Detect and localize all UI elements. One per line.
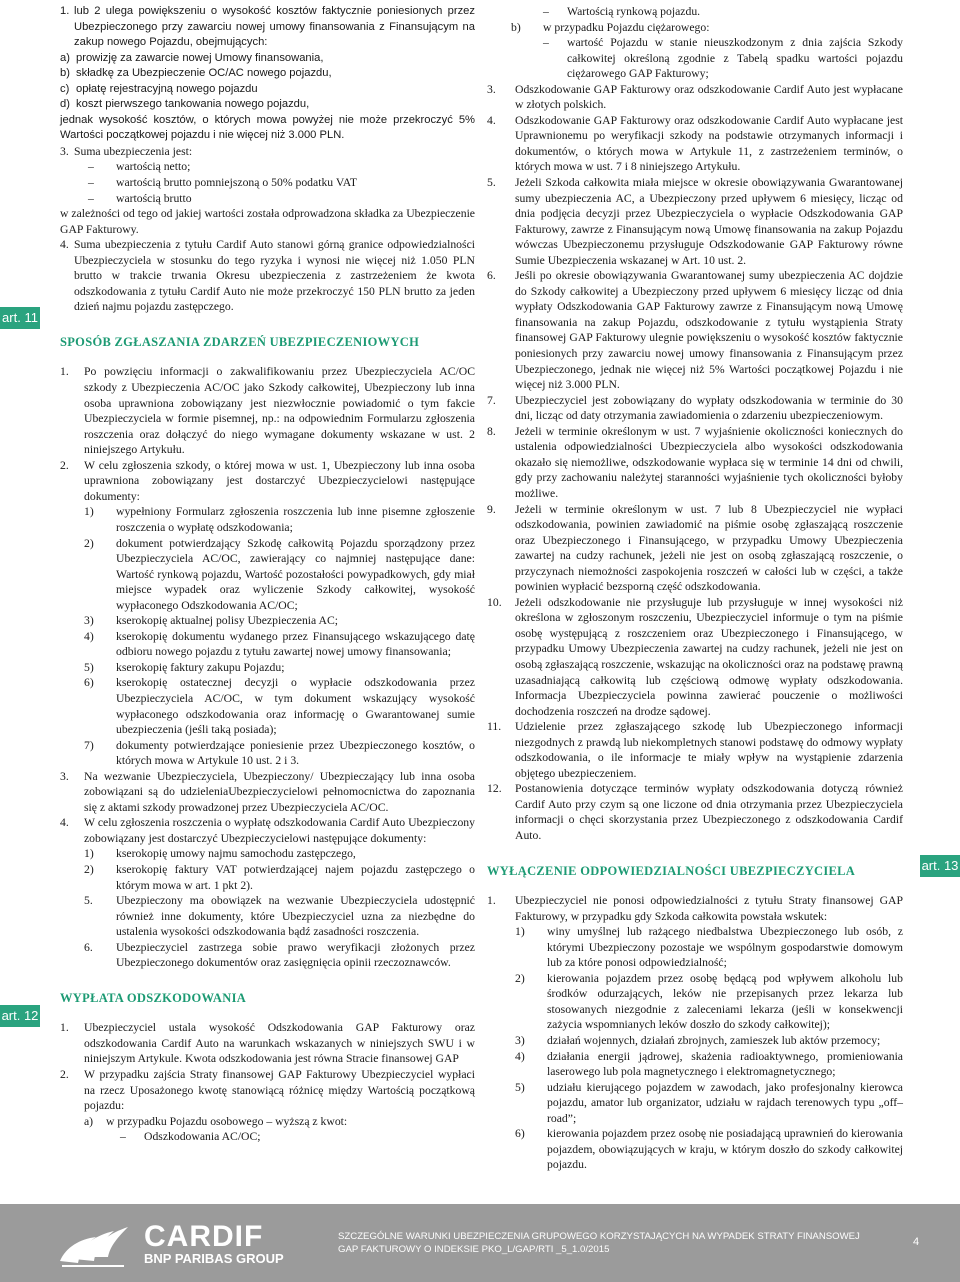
article-11-label: art. 11 bbox=[0, 307, 40, 329]
list-item-text: Postanowienia dotyczące terminów wypłaty odszkodowania dotyczą również Cardif Auto przy czym są one liczone od dnia otrzymania przez Ubezpieczyciela informacji o chęci skorzystania przez Ubezpieczonego z odszkodowania Cardif Auto. bbox=[515, 782, 903, 842]
list-item-text: działań wojennych, działań zbrojnych, zamieszek lub aktów przemocy; bbox=[547, 1034, 881, 1047]
list-item bbox=[60, 364, 475, 457]
list-item-text: dokument potwierdzający Szkodę całkowitą Pojazdu sporządzony przez Ubezpieczyciela AC/OC, zawierający co najmniej następujące dane: Wartość rynkową pojazdu, Wartość pozostałości powypadkowych, gdy miał miejsce wypadek oraz wyliczenie Szkody całkowitej, wysokość wypłaconego Odszkodowania AC/OC; bbox=[116, 536, 475, 612]
list-item-text: kierowania pojazdem przez osobę będącą pod wpływem alkoholu lub środków odurzających, leków nie przepisanych przez lekarza lub stosowanych niezgodnie z zaleceniami lekarza (jeśli w konsekwencji zażycia wspomnianych leków doszło do szkody całkowitej); bbox=[547, 971, 903, 1032]
list-item bbox=[60, 1020, 475, 1067]
list-item-text: Ubezpieczyciel nie ponosi odpowiedzialności z tytułu Straty finansowej GAP Fakturowy, w przypadku gdy Szkoda całkowita powstała wskutek: bbox=[515, 894, 903, 923]
list-item-text: winy umyślnej lub rażącego niedbalstwa Ubezpieczonego lub osób, z którymi Ubezpieczony pozostaje we wspólnym gospodarstwie domowym lub za które ponosi odpowiedzialność; bbox=[547, 925, 903, 970]
list-item-text: kserokopię aktualnej polisy Ubezpieczenia AC; bbox=[116, 614, 338, 628]
list-item-text: koszt pierwszego tankowania nowego pojazdu, bbox=[76, 98, 310, 111]
list-marker: 5) bbox=[515, 1080, 525, 1094]
list-marker: 3. bbox=[60, 769, 69, 783]
paragraph: jednak wysokość kosztów, o których mowa powyżej nie może przekroczyć 5% Wartości początkowej pojazdu i nie więcej niż 3.000 PLN. bbox=[60, 113, 475, 142]
list-marker: 1. bbox=[60, 1021, 69, 1035]
list-item-text: działania energii jądrowej, skażenia radioaktywnego, promieniowania laserowego lub pola magnetycznego i elektromagnetycznego; bbox=[547, 1049, 903, 1079]
list-item-text: Odszkodowanie GAP Fakturowy oraz odszkodowanie Cardif Auto wypłacane jest Uprawnionemu po weryfikacji szkody na podstawie otrzymanych informacji i dokumentów, o których mowa w Artykule 11, z zastrzeżeniem terminów, o których mowa w ust. 7 i 8 niniejszego Artykułu. bbox=[515, 113, 903, 174]
article-12-label: art. 12 bbox=[0, 1005, 40, 1027]
list-item bbox=[60, 458, 475, 505]
article-13-label: art. 13 bbox=[920, 855, 960, 877]
list-item-text: Odszkodowania AC/OC; bbox=[144, 1130, 261, 1144]
list-item bbox=[60, 536, 475, 614]
list-item-text: udziału kierującego pojazdem w zawodach, jako profesjonalny kierowca pojazdu, amator lub organizator, udziału w rajdach terenowych typu „off–road”; bbox=[547, 1080, 903, 1125]
section-heading: SPOSÓB ZGŁASZANIA ZDARZEŃ UBEZPIECZENIOWYCH bbox=[60, 334, 420, 349]
list-item bbox=[60, 846, 475, 862]
list-item bbox=[60, 191, 475, 207]
list-item bbox=[60, 613, 475, 629]
list-item-text: kserokopię dokumentu wydanego przez Finansującego wskazującego datę odbioru nowego pojazdu z tytułu zawartej nowej umowy finansowania; bbox=[116, 629, 475, 659]
list-item bbox=[60, 504, 475, 535]
list-item bbox=[60, 660, 475, 676]
list-marker: d) bbox=[60, 98, 70, 111]
footer-line-2: GAP FAKTUROWY O INDEKSIE PKO_L/GAP/RTI _5_1.0/2015 bbox=[338, 1244, 610, 1255]
list-item bbox=[487, 719, 903, 781]
list-marker: a) bbox=[84, 1114, 94, 1128]
list-item-text: w przypadku Pojazdu ciężarowego: bbox=[543, 20, 710, 34]
paragraph: w zależności od tego od jakiej wartości została odprowadzona składka za Ubezpieczenie GAP Fakturowy. bbox=[60, 207, 475, 236]
list-marker: 1) bbox=[84, 847, 94, 861]
cardif-logo bbox=[52, 1211, 302, 1273]
list-item-text: W przypadku zajścia Straty finansowej GAP Fakturowy Ubezpieczyciel wypłaci na rzecz Uposażonego kwotę stanowiącą różnicę między Wartością początkową pojazdu: bbox=[84, 1068, 475, 1113]
list-item-text: Jeżeli w terminie określonym w ust. 7 lub 8 Ubezpieczyciel nie wypłaci odszkodowania, powinien zawiadomić na piśmie osobę zgłaszającą roszczenie oraz Ubezpieczonego i Finansującego, w przypadku Umowy Ubezpieczenia zawartej na cudzy rachunek, jeżeli nie jest on osobą zgłaszającą roszczenie, o przyczynach niemożności zaspokojenia roszczeń w całości lub w części, a także powinien wypłacić bezsporną część odszkodowania. bbox=[515, 502, 903, 594]
list-item-text: Ubezpieczony ma obowiązek na wezwanie Ubezpieczyciela udostępnić również inne dokumenty, które Ubezpieczyciel uzna za niezbędne do ustalenia wysokości odszkodowania bądź zasadności roszczenia. bbox=[116, 894, 475, 939]
list-item-text: Ubezpieczyciel ustala wysokość Odszkodowania GAP Fakturowy oraz odszkodowania Cardif Auto na warunkach wskazanych w niniejszych SWU i w niniejszym Artykule. Kwota odszkodowania jest równa Stracie finansowej GAP bbox=[84, 1021, 475, 1066]
list-item bbox=[487, 268, 903, 392]
list-item bbox=[60, 738, 475, 769]
list-item bbox=[487, 393, 903, 424]
list-item bbox=[487, 20, 903, 36]
list-item-text: Wartością rynkową pojazdu. bbox=[567, 5, 701, 18]
list-marker: 11. bbox=[487, 720, 502, 734]
list-marker: 6) bbox=[84, 676, 94, 690]
list-item bbox=[60, 237, 475, 315]
list-item bbox=[60, 769, 475, 816]
list-marker: 3) bbox=[515, 1034, 525, 1047]
logo-name: CARDIF bbox=[144, 1220, 264, 1253]
list-item-text: Suma ubezpieczenia z tytułu Cardif Auto stanowi górną granice odpowiedzialności Ubezpieczyciela w stosunku do tego ryzyka i wynosi nie więcej niż 1.050 PLN brutto w trakcie trwania Okresu ubezpieczenia z zastrzeżeniem że kwota odszkodowania z tytułu Cardif Auto nie może przekroczyć 150 PLN brutto za jeden dzień najmu pojazdu zastępczego. bbox=[74, 238, 475, 314]
list-item bbox=[60, 1129, 475, 1145]
list-item bbox=[60, 1114, 475, 1130]
list-item bbox=[487, 502, 903, 595]
list-marker: – bbox=[120, 1130, 126, 1144]
list-item bbox=[60, 675, 475, 737]
list-item bbox=[487, 971, 903, 1033]
right-column bbox=[487, 4, 903, 1173]
list-marker: – bbox=[88, 191, 94, 205]
list-item bbox=[60, 629, 475, 660]
list-item bbox=[487, 424, 903, 502]
footer-text bbox=[338, 1230, 860, 1256]
list-marker: – bbox=[543, 5, 549, 18]
list-item-text: składkę za Ubezpieczenie OC/AC nowego pojazdu, bbox=[76, 67, 332, 80]
list-item bbox=[487, 595, 903, 719]
list-marker: 7. bbox=[487, 393, 496, 407]
list-marker: 1. bbox=[487, 894, 496, 908]
list-item bbox=[487, 1126, 903, 1173]
list-item-text: wartością brutto pomniejszoną o 50% podatku VAT bbox=[116, 176, 358, 190]
list-marker: 12. bbox=[487, 782, 502, 796]
list-item bbox=[487, 924, 903, 971]
list-item bbox=[487, 4, 903, 20]
list-item-text: Jeżeli odszkodowanie nie przysługuje lub przysługuje w innej wysokości niż określona w zgłoszonym roszczeniu, Ubezpieczyciel informuje o tym na piśmie osobę występującą z roszczeniem oraz Ubezpieczonego i Finansującego, w przypadku Umowy Ubezpieczenia zawartej na cudzy rachunek, jeżeli nie jest on osobą zgłaszającą roszczenie, wskazując na okoliczności oraz na podstawę prawną uzasadniającą całkowitą lub częściową odmowę wypłaty odszkodowania. Informacja Ubezpieczyciela powinna zawierać pouczenie o możliwości dochodzenia roszczeń na drodze sądowej. bbox=[515, 595, 903, 718]
list-marker: 5) bbox=[84, 660, 94, 674]
list-item-text: wypełniony Formularz zgłoszenia roszczenia lub inne pisemne zgłoszenie roszczenia o wypłatę odszkodowania; bbox=[116, 505, 475, 534]
list-item-text: wartością netto; bbox=[116, 160, 191, 174]
list-marker: 7) bbox=[84, 738, 94, 752]
list-item bbox=[60, 51, 475, 67]
list-marker: b) bbox=[60, 67, 70, 80]
list-marker: 9. bbox=[487, 502, 496, 516]
logo-group: BNP PARIBAS GROUP bbox=[144, 1251, 284, 1266]
list-marker: – bbox=[543, 36, 549, 50]
list-item bbox=[60, 66, 475, 82]
list-item bbox=[487, 781, 903, 843]
left-column bbox=[60, 4, 475, 1145]
list-item-text: dokumenty potwierdzające poniesienie przez Ubezpieczonego kosztów, o których mowa w Artykule 10 ust. 2 i 3. bbox=[116, 738, 475, 768]
list-item-text: W celu zgłoszenia szkody, o której mowa w ust. 1, Ubezpieczony lub inna osoba uprawniona zobowiązany jest dostarczyć Ubezpieczycielowi następujące dokumenty: bbox=[84, 458, 475, 503]
list-item-text: kserokopię ostatecznej decyzji o wypłacie odszkodowania przez Ubezpieczyciela AC/OC, w tym dokument wskazujący wysokość wypłaconego odszkodowania oraz informację o Gwarantowanej sumie ubezpieczenia (jeśli taką posiada); bbox=[116, 676, 475, 737]
list-item bbox=[487, 35, 903, 82]
list-marker: – bbox=[88, 176, 94, 190]
bird-icon bbox=[60, 1227, 128, 1267]
list-item bbox=[60, 862, 475, 893]
list-item-text: kserokopię faktury VAT potwierdzającej najem pojazdu zastępczego o którym mowa w art. 1 pkt 2). bbox=[116, 862, 475, 892]
list-marker: 10. bbox=[487, 595, 502, 609]
list-marker: – bbox=[88, 160, 94, 174]
footer-line-1: SZCZEGÓLNE WARUNKI UBEZPIECZENIA GRUPOWEGO KORZYSTAJĄCYCH NA WYPADEK STRATY FINANSOWEJ bbox=[338, 1231, 860, 1242]
list-marker: a) bbox=[60, 51, 70, 64]
list-item bbox=[60, 175, 475, 191]
list-marker: 1) bbox=[84, 505, 94, 519]
list-item bbox=[60, 97, 475, 113]
list-item bbox=[487, 82, 903, 113]
list-item-text: Po powzięciu informacji o zakwalifikowaniu przez Ubezpieczyciela AC/OC szkody z Ubezpieczenia AC/OC jako Szkody całkowitej, Ubezpieczony lub inna osoba uprawniona zobowiązany jest niezwłocznie powiadomić o tym fakcie Ubezpieczyciela w formie pisemnej, np.: na odpowiednim Formularzu zgłoszenia roszczenia oraz dołączyć do niego wymagane dokumenty wskazane w ust. 2 niniejszego Artykułu. bbox=[84, 365, 475, 457]
list-marker: b) bbox=[511, 20, 521, 34]
list-item bbox=[487, 1033, 903, 1049]
list-item-text: Jeżeli Szkoda całkowita miała miejsce w okresie obowiązywania Gwarantowanej sumy ubezpieczenia AC, a Ubezpieczony przed upływem 6 miesięcy, licząc od dnia podjęcia decyzji przez Ubezpieczyciela o wypłacie Odszkodowania GAP Fakturowy, zawrze z Finansującym nową Umowę finansowania na zakup Pojazdu wówczas Ubezpieczonemu przysługuje Odszkodowanie GAP Fakturowy równe Sumie Ubezpieczenia wskazanej w Art. 10 ust. 2. bbox=[515, 176, 903, 267]
list-item bbox=[60, 159, 475, 175]
list-item-text: Na wezwanie Ubezpieczyciela, Ubezpieczony/ Ubezpieczający lub inna osoba zobowiązani są do udzieleniaUbezpieczycielowi pełnomocnictwa do zapoznania się z aktami szkody prowadzonej przez Ubezpieczyciela AC/OC. bbox=[84, 769, 475, 814]
list-marker: 4. bbox=[487, 113, 496, 127]
list-item bbox=[487, 893, 903, 924]
list-marker: 5. bbox=[487, 176, 496, 190]
list-item bbox=[60, 82, 475, 98]
page-number: 4 bbox=[913, 1236, 920, 1248]
list-item bbox=[487, 175, 903, 268]
list-item bbox=[487, 1049, 903, 1080]
list-item-text: wartość Pojazdu w stanie nieuszkodzonym z dnia zajścia Szkody całkowitej określoną zgodnie z Tabelą spadku wartości pojazdu ciężarowego GAP Fakturowy; bbox=[567, 36, 903, 81]
list-item bbox=[60, 144, 475, 160]
list-item-text: Ubezpieczyciel zastrzega sobie prawo weryfikacji złożonych przez Ubezpieczonego dokumentów oraz zasięgnięcia opinii rzeczoznawców. bbox=[116, 940, 475, 970]
list-marker: 3. bbox=[60, 144, 69, 158]
list-item bbox=[60, 4, 475, 51]
list-marker: 6) bbox=[515, 1127, 525, 1141]
list-marker: 3) bbox=[84, 614, 94, 628]
list-marker: 4) bbox=[84, 629, 94, 643]
list-item bbox=[60, 1067, 475, 1114]
list-marker: 2. bbox=[60, 458, 69, 472]
list-marker: 8. bbox=[487, 424, 496, 438]
list-item-text: wartością brutto bbox=[116, 191, 192, 205]
list-item bbox=[487, 113, 903, 175]
list-item-text: kserokopię faktury zakupu Pojazdu; bbox=[116, 660, 285, 674]
list-marker: 4) bbox=[515, 1049, 525, 1063]
list-item-text: Jeśli po okresie obowiązywania Gwarantowanej sumy ubezpieczenia AC dojdzie do Szkody całkowitej a Ubezpieczony przed upływem 6 miesięcy licząc od dnia wypłaty Odszkodowania GAP Fakturowy zawrze z Finansującym nową Umowę finansowania na zakup Pojazdu, odszkodowanie z tytułu wystąpienia Straty finansowej GAP Fakturowy ulegnie powiększeniu o wysokość kosztów faktycznie poniesionych przy zawarciu nowej umowy finansowania z Finansującym przez Ubezpieczonego, jednak nie więcej niż 5% Wartości początkowej Pojazdu i nie więcej niż 3.000 PLN. bbox=[515, 269, 903, 392]
section-heading: WYPŁATA ODSZKODOWANIA bbox=[60, 990, 247, 1005]
list-item-text: lub 2 ulega powiększeniu o wysokość kosztów faktycznie poniesionych przez Ubezpieczonego przy zawarciu nowej umowy finansowania z Finansującym na zakup nowego Pojazdu, obejmujących: bbox=[74, 5, 475, 49]
list-marker: 4. bbox=[60, 816, 69, 830]
list-marker: 4. bbox=[60, 238, 69, 252]
list-item-text: prowizję za zawarcie nowej Umowy finansowania, bbox=[76, 51, 324, 64]
list-item-text: opłatę rejestracyjną nowego pojazdu bbox=[76, 82, 258, 95]
list-marker: 2. bbox=[60, 1068, 69, 1081]
list-item-text: Ubezpieczyciel jest zobowiązany do wypłaty odszkodowania w terminie do 30 dni, licząc od daty otrzymania zawiadomienia o zdarzeniu ubezpieczeniowym. bbox=[515, 393, 903, 423]
list-item-text: Jeżeli w terminie określonym w ust. 7 wyjaśnienie okoliczności koniecznych do ustalenia odpowiedzialności Ubezpieczyciela albo wysokości odszkodowania okazało się niemożliwe, odszkodowanie wypłaca się w terminie 14 dni od chwili, gdy przy zachowaniu należytej staranności wyjaśnienie tych okoliczności byłoby możliwe. bbox=[515, 424, 903, 500]
list-item-text: Suma ubezpieczenia jest: bbox=[74, 144, 193, 158]
list-item bbox=[487, 1080, 903, 1127]
list-marker: 1. bbox=[60, 365, 69, 379]
list-marker: 6. bbox=[84, 940, 93, 954]
list-marker: 1. bbox=[60, 5, 70, 17]
list-marker: 1) bbox=[515, 925, 525, 939]
list-marker: 2) bbox=[84, 862, 94, 876]
list-item bbox=[60, 815, 475, 846]
list-item-text: Odszkodowanie GAP Fakturowy oraz odszkodowanie Cardif Auto jest wypłacane w złotych polskich. bbox=[515, 82, 903, 112]
list-item bbox=[60, 940, 475, 971]
list-item bbox=[60, 893, 475, 940]
list-marker: c) bbox=[60, 82, 70, 95]
list-marker: 5. bbox=[84, 894, 93, 908]
list-marker: 6. bbox=[487, 269, 496, 283]
list-item-text: W celu zgłoszenia roszczenia o wypłatę odszkodowania Cardif Auto Ubezpieczony zobowiązany jest dostarczyć Ubezpieczycielowi następujące dokumenty: bbox=[84, 816, 475, 845]
list-item-text: kserokopię umowy najmu samochodu zastępczego, bbox=[116, 847, 356, 861]
list-marker: 2) bbox=[515, 971, 525, 985]
list-item-text: w przypadku Pojazdu osobowego – wyższą z kwot: bbox=[106, 1114, 348, 1128]
list-item-text: Udzielenie przez zgłaszającego szkodę lub Ubezpieczonego informacji niezgodnych z prawdą lub niekompletnych stanowi podstawę do odmowy wypłaty odszkodowania, o ile informacje te miały wpływ na wystąpienie zdarzenia objętego ubezpieczeniem. bbox=[515, 720, 903, 780]
list-item-text: kierowania pojazdem przez osobę nie posiadającą uprawnień do kierowania pojazdem, obowiązujących w kraju, w którym doszło do szkody całkowitej pojazdu. bbox=[547, 1127, 903, 1172]
section-heading: WYŁĄCZENIE ODPOWIEDZIALNOŚCI UBEZPIECZYCIELA bbox=[487, 863, 856, 878]
list-marker: 2) bbox=[84, 536, 94, 550]
list-marker: 3. bbox=[487, 82, 496, 96]
